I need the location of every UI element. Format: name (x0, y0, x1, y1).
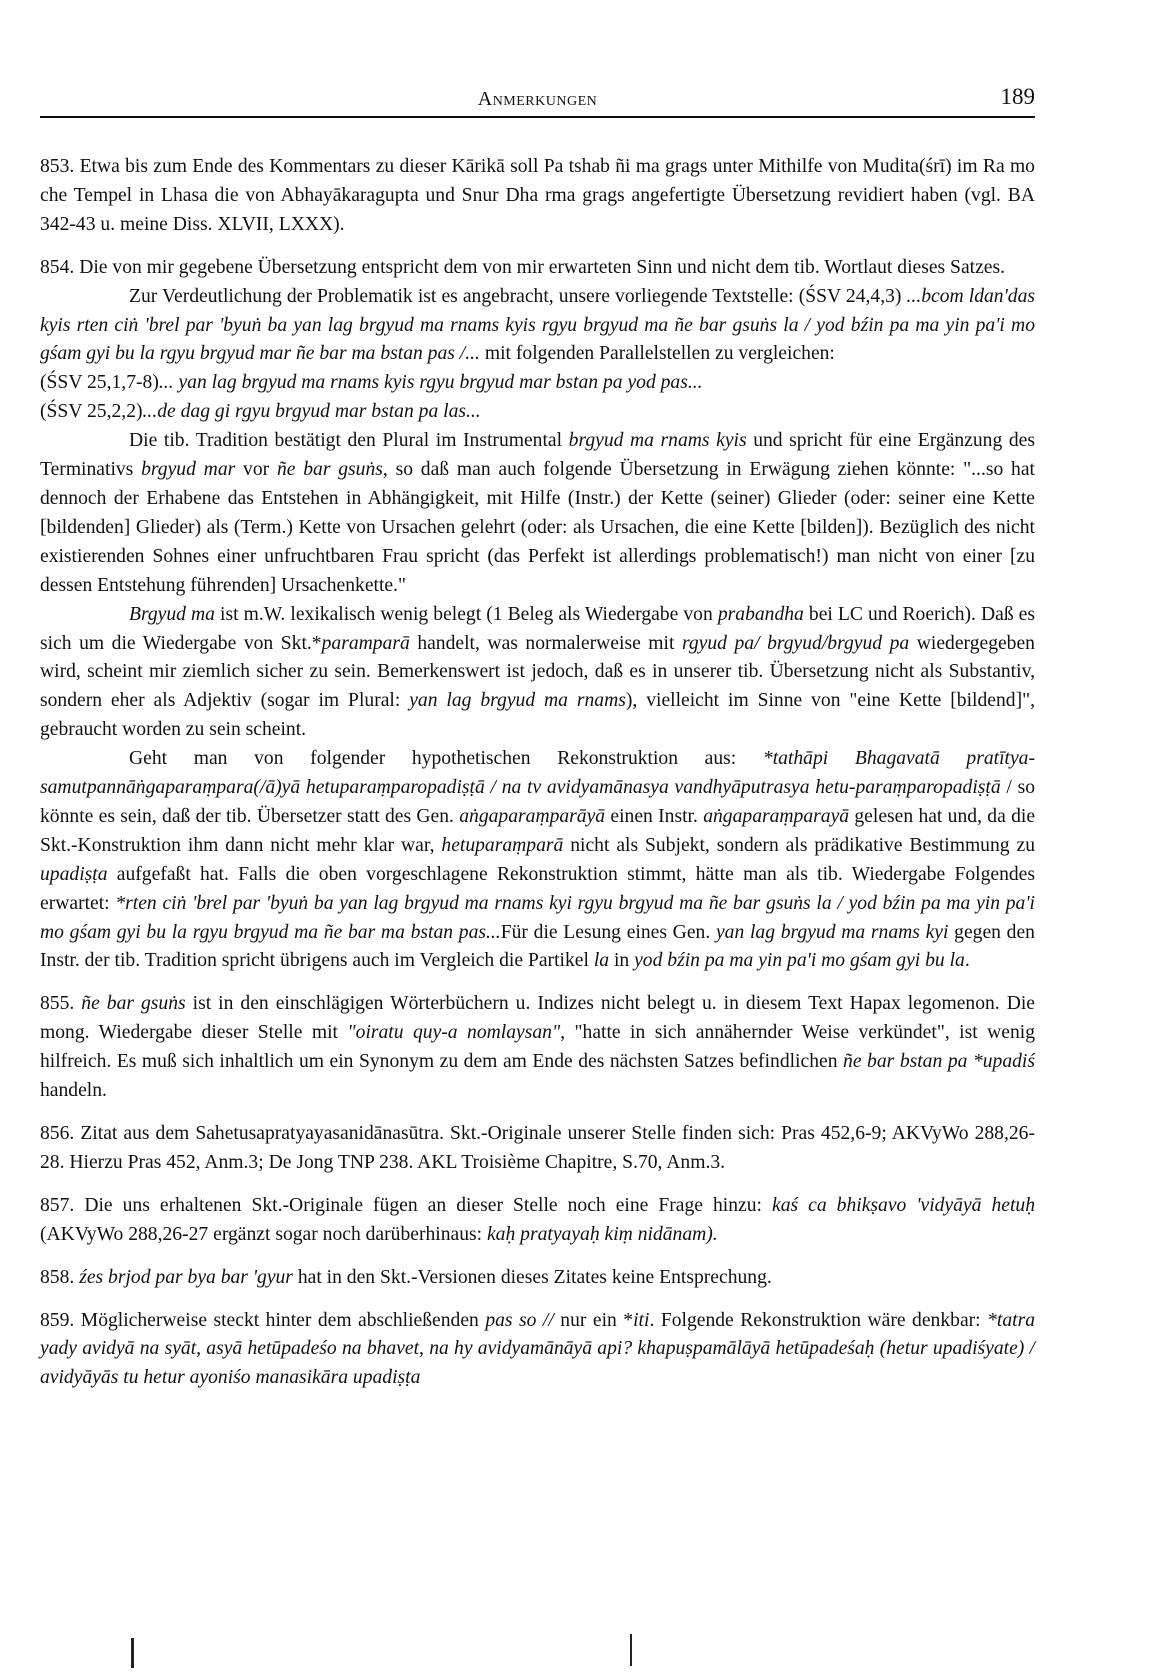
text-run: bei LC und Roerich). Daß es sich um die Wiedergabe von Skt.* (40, 603, 1035, 654)
italic-text: paramparā (321, 632, 410, 654)
italic-text: ...de dag gi rgyu brgyud mar bstan pa las... (142, 401, 481, 423)
note-continuation-paragraph (40, 601, 1035, 746)
text-run: Für die Lesung eines Gen. (500, 921, 716, 943)
italic-text: ...bcom ldan'das kyis rten ciṅ 'brel par 'byuṅ ba yan lag brgyud ma rnams kyis rgyu brgyud ma ñe bar gsuṅs la / yod bźin pa ma yin pa'i mo gśam gyi bu la rgyu brgyud mar ñe bar ma bstan pas /... (40, 285, 1035, 365)
note-paragraph (40, 1120, 1035, 1178)
text-run: aufgefaßt hat. Falls die oben vorgeschlagene Rekonstruktion stimmt, hätte man als tib. Wiedergabe Folgendes erwartet: (40, 863, 1035, 914)
note-paragraph (40, 153, 1035, 240)
text-run: (ŚSV 25,2,2) (40, 401, 143, 423)
text-run: nicht als Subjekt, sondern als prädikative Bestimmung zu (563, 834, 1035, 856)
text-run: ist m.W. lexikalisch wenig belegt (1 Beleg als Wiedergabe von (214, 603, 718, 625)
text-run: ist in den einschlägigen Wörterbüchern u. Indizes nicht belegt u. in diesem Text Hapax legomenon. Die mong. Wiedergabe dieser Stelle mit (40, 993, 1035, 1044)
text-run: handeln. (40, 1080, 107, 1102)
text-run: (ŚSV 25,1,7-8) (40, 372, 159, 394)
running-title: Anmerkungen (477, 88, 598, 110)
text-run: . (964, 950, 970, 972)
italic-text: ñe bar bstan pa *upadiś (843, 1051, 1035, 1073)
italic-text: Brgyud ma (129, 603, 215, 625)
note-number: 857. (40, 1194, 75, 1216)
note-number: 855. (40, 993, 75, 1015)
italic-text: prabandha (717, 603, 804, 625)
text-run: ), vielleicht im Sinne von "eine Kette [bildend]", gebraucht worden zu sein scheint. (40, 690, 1035, 741)
text-run: Zur Verdeutlichung der Problematik ist es angebracht, unsere vorliegende Textstelle: (ŚSV 24,4,3) (129, 285, 907, 307)
note-number: 856. (40, 1123, 75, 1144)
text-run: Geht man von folgender hypothetischen Rekonstruktion aus: (129, 748, 763, 770)
note-paragraph (40, 1192, 1035, 1250)
text-run: nur ein * (553, 1309, 634, 1331)
text-run: , "hatte in sich annähernder Weise verkündet", ist wenig hilfreich. Es muß sich inhaltlich um ein Synonym zu dem am Ende des nächsten Satzes befindlichen (40, 1022, 1035, 1073)
italic-text: ... yan lag brgyud ma rnams kyis rgyu brgyud mar bstan pa yod pas... (158, 372, 703, 394)
text-run: handelt, was normalerweise mit (409, 632, 682, 654)
italic-text: brgyud mar (141, 459, 236, 481)
italic-text: pas so // (485, 1309, 554, 1331)
notes-body (40, 153, 1035, 1393)
italic-text: hetuparaṃparā (441, 834, 564, 856)
text-run: Etwa bis zum Ende des Kommentars zu dieser Kārikā soll Pa tshab ñi ma grags unter Mithilfe von Mudita(śrī) im Ra mo che Tempel in Lhasa die von Abhayākaragupta und Snur Dha rma grags angefertigte Übersetzung revidiert haben (vgl. BA 342-43 u. meine Diss. XLVII, LXXX). (40, 156, 1035, 235)
italic-text: iti (633, 1309, 650, 1331)
text-run: Die uns erhaltenen Skt.-Originale fügen an dieser Stelle noch eine Frage hinzu: (84, 1194, 773, 1216)
italic-text: rgyud pa/ brgyud/brgyud pa (681, 632, 910, 654)
header-rule (40, 116, 1035, 118)
note-paragraph (40, 1264, 1035, 1293)
text-run: Möglicherweise steckt hinter dem abschließenden (80, 1309, 486, 1331)
text-run: wiedergegeben wird, scheint mir ziemlich sicher zu sein. Bemerkenswert ist jedoch, daß es in unserer tib. Übersetzung nicht als Substantiv, sondern eher als Adjektiv (sogar im Plural: (40, 632, 1035, 712)
italic-text: ñe bar gsuṅs (81, 993, 186, 1015)
italic-text: *tatra yady avidyā na syāt, asyā hetūpadeśo na bhavet, na hy avidyamānāyā api? khapuṣpamālāyā hetūpadeśaḥ (hetur upadiśyate) / avidyāyās tu hetur ayoniśo manasikāra upadiṣṭa (40, 1309, 1035, 1389)
text-run: Die von mir gegebene Übersetzung entspricht dem von mir erwarteten Sinn und nicht dem tib. Wortlaut dieses Satzes. (79, 256, 1006, 278)
note-paragraph (40, 990, 1035, 1106)
italic-text: upadiṣṭa (40, 863, 108, 885)
text-run: Die tib. Tradition bestätigt den Plural im Instrumental (129, 430, 569, 452)
note-number: 859. (40, 1309, 75, 1331)
italic-text: yan lag brgyud ma rnams kyi (715, 921, 949, 943)
note-number: 854. (40, 256, 75, 278)
text-run: / so könnte es sein, daß der tib. Übersetzer statt des Gen. (40, 777, 1035, 827)
italic-text: yod bźin pa ma yin pa'i mo gśam gyi bu la (634, 950, 965, 972)
text-run: gegen den Instr. der tib. Tradition spricht übrigens auch im Vergleich die Partikel (40, 921, 1035, 972)
text-run: Zitat aus dem Sahetusapratyayasanidānasūtra. Skt.-Originale unserer Stelle finden sich: Pras 452,6-9; AKVyWo 288,26-28. Hierzu Pras 452, Anm.3; De Jong TNP 238. AKL Troisième Chapitre, S.70, Anm.3. (40, 1123, 1035, 1173)
italic-text: "oiratu quy-a nomlaysan" (347, 1022, 561, 1044)
scan-artifacts (0, 1628, 1169, 1672)
italic-text: aṅgaparaṃparāyā (459, 805, 606, 827)
note-paragraph (40, 1307, 1035, 1394)
text-run: in (609, 950, 635, 972)
note-number: 853. (40, 156, 75, 177)
italic-text: la (593, 950, 610, 972)
text-run: (AKVyWo 288,26-27 ergänzt sogar noch darüberhinaus: (40, 1223, 487, 1245)
italic-text: aṅgaparaṃparayā (703, 805, 850, 827)
text-run: einen Instr. (605, 805, 704, 827)
text-run: und spricht für eine Ergänzung des Terminativs (40, 430, 1035, 481)
text-run: vor (235, 459, 277, 481)
italic-text: kaś ca bhikṣavo 'vidyāyā hetuḥ (772, 1194, 1035, 1216)
text-run: mit folgenden Parallelstellen zu vergleichen: (479, 343, 835, 365)
italic-text: *tathāpi Bhagavatā pratītya-samutpannāṅgaparaṃpara(/ā)yā hetuparaṃparopadiṣṭā / na tv avidyamānasya vandhyāputrasya hetu-paraṃparopadiṣṭā (40, 748, 1035, 799)
italic-text: brgyud ma rnams kyis (568, 430, 747, 452)
note-continuation-paragraph (40, 283, 1035, 370)
note-continuation-paragraph (40, 745, 1035, 976)
text-run: gelesen hat und, da die Skt.-Konstruktion ihm dann nicht mehr klar war, (40, 805, 1036, 856)
note-continuation-paragraph (40, 369, 1035, 398)
italic-text: kaḥ pratyayaḥ kiṃ nidānam). (486, 1223, 718, 1245)
text-run: hat in den Skt.-Versionen dieses Zitates keine Entsprechung. (292, 1266, 772, 1288)
italic-text: yan lag brgyud ma rnams (409, 690, 626, 712)
note-number: 858. (40, 1266, 75, 1288)
italic-text: *rten ciṅ 'brel par 'byuṅ ba yan lag brgyud ma rnams kyi rgyu brgyud ma ñe bar gsuṅs la / yod bźin pa ma yin pa'i mo gśam gyi bu la rgyu brgyud ma ñe bar ma bstan pas... (40, 892, 1035, 943)
text-run: , so daß man auch folgende Übersetzung in Erwägung ziehen könnte: "...so hat dennoch der Erhabene das Entstehen in Abhängigkeit, mit Hilfe (Instr.) der Kette (seiner) Glieder (oder: seiner eine Kette [bildenden] Glieder) als (Term.) Kette von Ursachen gelehrt (oder: als Ursachen, die eine Kette [bilden]). Bezüglich des nicht existierenden Sohnes einer unfruchtbaren Frau spricht (das Perfekt ist allerdings problematisch!) man nicht von einer [zu dessen Entstehung führenden] Ursachenkette." (40, 459, 1035, 596)
page-header (40, 84, 1035, 118)
page-number: 189 (1000, 84, 1035, 109)
text-run: . Folgende Rekonstruktion wäre denkbar: (649, 1309, 988, 1331)
note-paragraph (40, 254, 1035, 283)
italic-text: źes brjod par bya bar 'gyur (79, 1266, 293, 1288)
note-continuation-paragraph (40, 398, 1035, 427)
note-continuation-paragraph (40, 427, 1035, 600)
italic-text: ñe bar gsuṅs (276, 459, 383, 481)
document-page (40, 0, 1035, 1672)
